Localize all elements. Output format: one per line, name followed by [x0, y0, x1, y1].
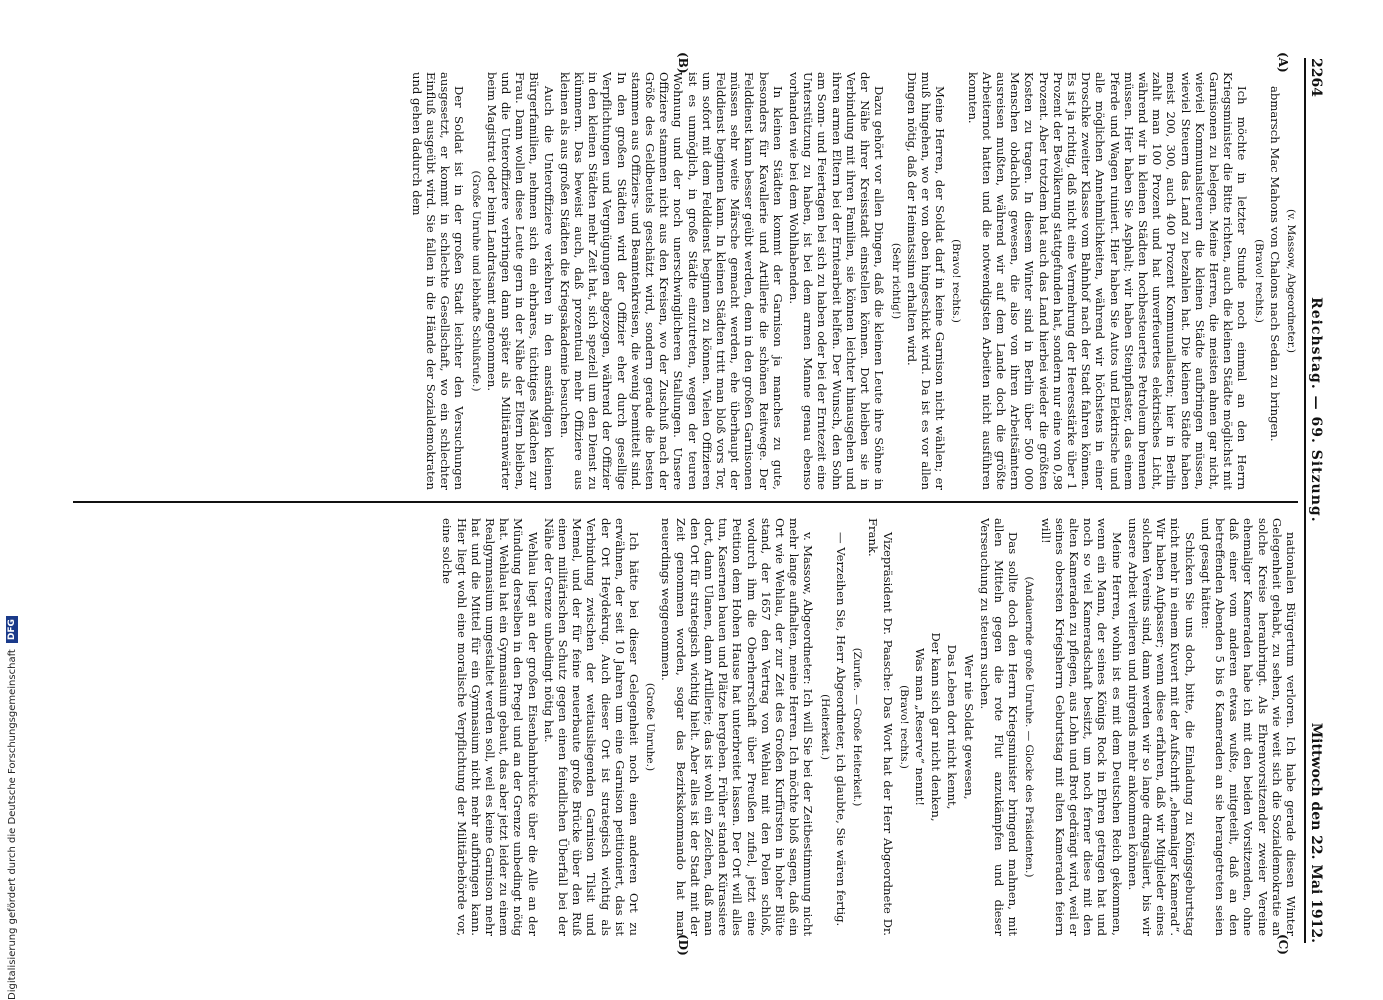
margin-marker-d: (D) — [676, 934, 690, 956]
paragraph: In kleinen Städten kommt der Garnison ja manches zu gute, besonders für Kavallerie und Artillerie die schönen Reitwege. Der Felddienst kann besser geübt werden, denn in den großen Garnisonen müssen sehr weite Märsche gemacht werden, ehe überhaupt der Felddienst beginnen kann. In kleinen Städten tritt man bloß vors Tor, um sofort mit dem Felddienst beginnen zu können. Vielen Offizieren ist es unmöglich, in große Städte einzutreten, wegen der teuren Wohnung und der noch unerschwinglicheren Stallungen. Unsere Offiziere stammen nicht aus den Kreisen, wo der Zuschuß nach der Größe des Geldbeutels geschätzt wird, sondern gerade die besten stammen aus Offiziers- und Beamtenkreisen, die wenig bemittelt sind. In den großen Städten wird der Offizier eher durch gesellige Verpflichtungen und Vergnügungen abgezogen, während der Offizier in den kleinen Städten mehr Zeit hat, sich speziell um den Dienst zu kümmern. Das beweist auch, daß prozentual mehr Offiziere aus kleinen als aus großen Städten die Kriegsakademie besuchen. — [557, 72, 785, 490]
paragraph: (Bravo! rechts.) — [1252, 239, 1265, 323]
session-title: Reichstag. — 69. Sitzung. — [1308, 297, 1324, 523]
margin-marker-a: (A) — [1276, 52, 1290, 73]
paragraph: Der Soldat ist in der großen Stadt leichter den Versuchungen ausgesetzt, er kommt in schlechte Gesellschaft, wo ein schlechter Einfluß ausgeübt wird. Sie fallen in die Hände der Sozialdemokraten und gehen dadurch dem — [409, 72, 467, 490]
header-rule — [1304, 58, 1306, 943]
paragraph: — Verzeihen Sie, Herr Abgeordneter, ich glaubte, Sie wären fertig. — [833, 532, 848, 927]
paragraph: Auch die Unteroffiziere verkehren in den anständigen kleinen Bürgerfamilien, nehmen sich ein ehrbares, tüchtiges Mädchen zur Frau. Dann wollen diese Leute gern in der Nähe der Eltern bleiben, und die Unteroffiziere verbringen dann später als Militäranwärter beim Magistrat oder beim Landratsamt angenommen. — [484, 72, 556, 490]
paragraph: Meine Herren, der Soldat darf in keine Garnison nicht wählen; er muß hingehen, wo er von oben hingeschickt wird. Da ist es vor allen Dingen nötig, daß der Heimatssinn erhalten wird. — [904, 72, 948, 490]
paragraph: (Sehr richtig!) — [889, 242, 902, 320]
paragraph: (Zurufe. — Große Heiterkeit.) — [851, 647, 864, 807]
session-date: Mittwoch den 22. Mai 1912. — [1308, 722, 1324, 943]
paragraph: (Große Unruhe.) — [644, 682, 657, 772]
paragraph: (v. Massow, Abgeordneter.) — [1285, 209, 1297, 353]
footer-text: Digitalisierung gefördert durch die Deutsche Forschungsgemeinschaft — [6, 649, 18, 1000]
margin-marker-b: (B) — [676, 52, 690, 74]
paragraph: Wer nie Soldat gewesen, — [961, 654, 976, 800]
paragraph: (Heiterkeit.) — [818, 694, 831, 760]
page-header — [1308, 58, 1330, 943]
left-column — [73, 72, 1298, 490]
paragraph: (Bravo! rechts.) — [897, 685, 910, 769]
paragraph: Wehlau liegt an der großen Eisenbahnbrücke über die Alle an der Mündung derselben in den Pregel und an der Grenze unbedingt nötig hat. Wehlau hat ein Gymnasium gebaut, das aber jetzt leider zu einem Realgymnasium umgestaltet werden soll, weil es keine Garnison mehr hat und die Mittel für ein Gymnasium nicht mehr aufbringen kann. Hier liegt wohl eine moralische Verpflichtung der Militärbehörde vor, eine solche — [440, 518, 540, 936]
paragraph: v. Massow, Abgeordneter: Ich will Sie bei der Zeitbestimmung nicht mehr lange aufhalten, meine Herren. Ich möchte bloß sagen, daß ein Ort wie Wehlau, der zur Zeit des Großen Kurfürsten in hoher Blüte stand, der 1657 den Vertrag von Wehlau mit den Polen schloß, wodurch ihm die Oberherrschaft über Preußen zufiel, jetzt eine Petition dem Hohen Hause hat unterbreitet lassen. Der Ort will alles tun, Kasernen bauen und Plätze hergeben. Früher standen Kürassiere dort, dann Ulanen, dann Artillerie; das ist wohl ein Zeichen, daß man den Ort für strategisch wichtig hielt. Aber alles ist der Stadt mit der Zeit genommen worden, sogar das Bezirkskommando hat man neuerdings weggenommen. — [659, 518, 816, 936]
paragraph: Ich hätte bei dieser Gelegenheit noch einen anderen Ort zu erwähnen, der seit 10 Jahren um eine Garnison petitioniert, das ist der Ort Heydekrug. Auch dieser Ort ist strategisch wichtig als Verbindung zwischen der weitausliegenden Garnison Tilsit und Memel, und der für feine neuerbaute große Brücke über den Ruß einen militärischen Schutz gegen einen feindlichen Überfall bei der Nähe der Grenze unbedingt nötig hat. — [541, 518, 642, 936]
column-divider — [73, 501, 1298, 503]
paragraph: Das sollte doch den Herrn Kriegsminister bringend mahnen, mit allen Mitteln gegen die rote Flut anzukämpfen und dieser Verseuchung zu steuern suchen. — [977, 518, 1021, 936]
paragraph: Dazu gehört vor allen Dingen, daß die kleinen Leute ihre Söhne in der Nähe ihrer Kreisstadt einstellen können. Dort bleiben sie in Verbindung mit ihren Familien, sie können leichter hinausgehen und ihren armen Eltern bei der Erntearbeit helfen. Der Wunsch, den Sohn am Sonn- und Feiertagen bei sich zu haben oder bei der Erntezeit eine Unterstützung zu haben, ist bei dem armen Manne genau ebenso vorhanden wie bei dem Wohlhabenden. — [787, 72, 887, 490]
paragraph: Vizepräsident Dr. Paasche: Das Wort hat der Herr Abgeordnete Dr. Frank. — [866, 518, 895, 936]
paragraph: Was man „Reserve“ nennt! — [912, 647, 927, 807]
paragraph: nationalen Bürgertum verloren. Ich habe gerade diesen Winter Gelegenheit gehabt, zu sehen, wie weit sich die Sozialdemokratie an solche Kreise heranbringt. Als Ehrenvorsitzender zweier Vereine ehemaliger Kameraden habe ich mit den beiden Vorsitzenden, ohne daß einer vom anderen etwas wußte, mitgeteilt, daß an den betreffenden Abenden 5 bis 6 Kameraden an sie herangetreten seien und gesagt hätten: — [1198, 518, 1298, 936]
footer-credit — [3, 0, 21, 1000]
right-column — [73, 518, 1298, 936]
dfg-logo: DFG — [6, 616, 18, 643]
margin-marker-c: (C) — [1276, 934, 1290, 955]
paragraph: Schicken Sie uns doch, bitte, die Einladung zu Königsgeburtstag nicht mehr in einem Kuvert mit der Aufschrift „ehemaliger Kamerad“. Wir haben Aufpasser; wenn diese erfahren, daß wir Mitglieder eines solchen Vereins sind, dann werden wir so lange drangsaliert, bis wir unsere Arbeit verlieren und nirgends mehr ankommen können. — [1125, 518, 1197, 936]
paragraph: Ich möchte in letzter Stunde noch einmal an den Herrn Kriegsminister die Bitte richten, auch die kleinen Städte möglichst mit Garnisonen zu belegen. Meine Herren, die meisten ahnen gar nicht, wieviel Kommunalsteuern die kleinen Städte aufbringen müssen, wieviel Steuern das Land zu bezahlen hat. Die kleinen Städte haben meist 200, 300, auch 400 Prozent Kommunallasten; hier in Berlin zahlt man 100 Prozent und hat unverfeuertes elektrisches Licht, während wir in kleinen Städten hochbesteuertes Petroleum brennen müssen. Hier haben Sie Asphalt; wir haben Steinpflaster, das einem Pferde und Wagen ruiniert. Hier haben Sie Autos und Elektrische und alle möglichen Annehmlichkeiten, während wir höchstens in einer Droschke zweiter Klasse vom Bahnhof nach der Stadt fahren können. Es ist ja richtig, daß nicht eine Vermehrung der Heeresstärke über 1 Prozent der Bevölkerung stattgefunden hat, sondern nur eine von 0,98 Prozent. Aber trotzdem hat auch das Land hierbei wieder die größten Kosten zu tragen. In diesem Winter sind in Berlin über 500 000 Menschen obdachlos gewesen, die also von ihren Arbeitsämtern ausreisen mußten, während wir auf dem Lande doch die größte Arbeiternot hatten und die notwendigsten Arbeiten nicht ausführen konnten. — [965, 72, 1250, 490]
paragraph: abmarsch Mac Mahons von Chalons nach Sedan zu bringen. — [1267, 86, 1282, 442]
page-number: 2264 — [1308, 58, 1324, 97]
paragraph: (Große Unruhe und lebhafte Schlußrufe.) — [469, 170, 482, 392]
paragraph: Der kann sich gar nicht denken, — [929, 632, 944, 822]
scanned-page — [58, 48, 1330, 956]
paragraph: Das Leben dort nicht kennt, — [945, 644, 960, 810]
paragraph: (Andauernde große Unruhe. — Glocke des Präsidenten.) — [1023, 576, 1036, 878]
paragraph: Meine Herren, wohin ist es mit dem Deutschen Reich gekommen, wenn ein Mann, der seines Königs Rock in Ehren getragen hat und noch so viel Kameradschaft besitzt, um noch ferner diese mit den alten Kameraden zu pflegen, aus Lohn und Brot gedrängt wird, weil er seines obersten Kriegsherrn Geburtstag mit alten Kameraden feiern will! — [1038, 518, 1124, 936]
paragraph: (Bravo! rechts.) — [950, 239, 963, 323]
